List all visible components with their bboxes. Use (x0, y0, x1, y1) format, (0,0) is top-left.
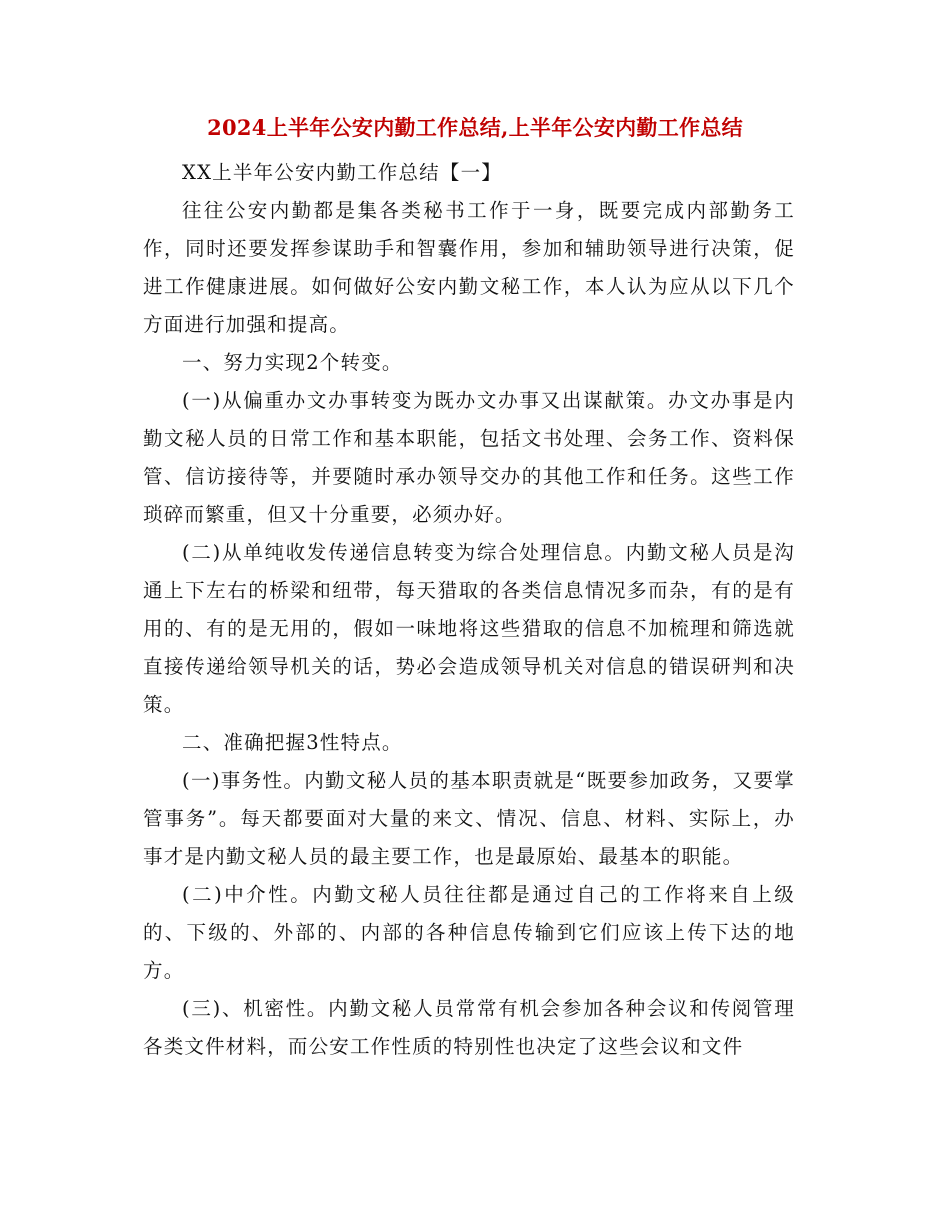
section-heading: 一、努力实现2个转变。 (182, 351, 403, 374)
body-paragraph: (二)中介性。内勤文秘人员往往都是通过自己的工作将来自上级的、下级的、外部的、内部的各种信息传输到它们应该上传下达的地方。 (143, 883, 795, 982)
body-paragraph: (三)、机密性。内勤文秘人员常常有机会参加各种会议和传阅管理各类文件材料，而公安工作性质的特别性也决定了这些会议和文件 (143, 997, 795, 1058)
document-title: 2024上半年公安内勤工作总结,上半年公安内勤工作总结 (207, 115, 743, 140)
body-paragraph: 往往公安内勤都是集各类秘书工作于一身，既要完成内部勤务工作，同时还要发挥参谋助手和智囊作用，参加和辅助领导进行决策，促进工作健康进展。如何做好公安内勤文秘工作，本人认为应从以下几个方面进行加强和提高。 (143, 199, 795, 336)
body-paragraph: (二)从单纯收发传递信息转变为综合处理信息。内勤文秘人员是沟通上下左右的桥梁和纽带，每天猎取的各类信息情况多而杂，有的是有用的、有的是无用的，假如一味地将这些猎取的信息不加梳理和筛选就直接传递给领导机关的话，势必会造成领导机关对信息的错误研判和决策。 (143, 541, 795, 716)
section-heading: 二、准确把握3性特点。 (182, 731, 403, 754)
section-heading: XX上半年公安内勤工作总结【一】 (182, 161, 502, 184)
body-paragraph: (一)从偏重办文办事转变为既办文办事又出谋献策。办文办事是内勤文秘人员的日常工作和基本职能，包括文书处理、会务工作、资料保管、信访接待等，并要随时承办领导交办的其他工作和任务。这些工作琐碎而繁重，但又十分重要，必须办好。 (143, 389, 795, 526)
document-body (143, 154, 795, 1066)
body-paragraph: (一)事务性。内勤文秘人员的基本职责就是“既要参加政务，又要掌管事务”。每天都要面对大量的来文、情况、信息、材料、实际上，办事才是内勤文秘人员的最主要工作，也是最原始、最基本的职能。 (143, 769, 795, 868)
